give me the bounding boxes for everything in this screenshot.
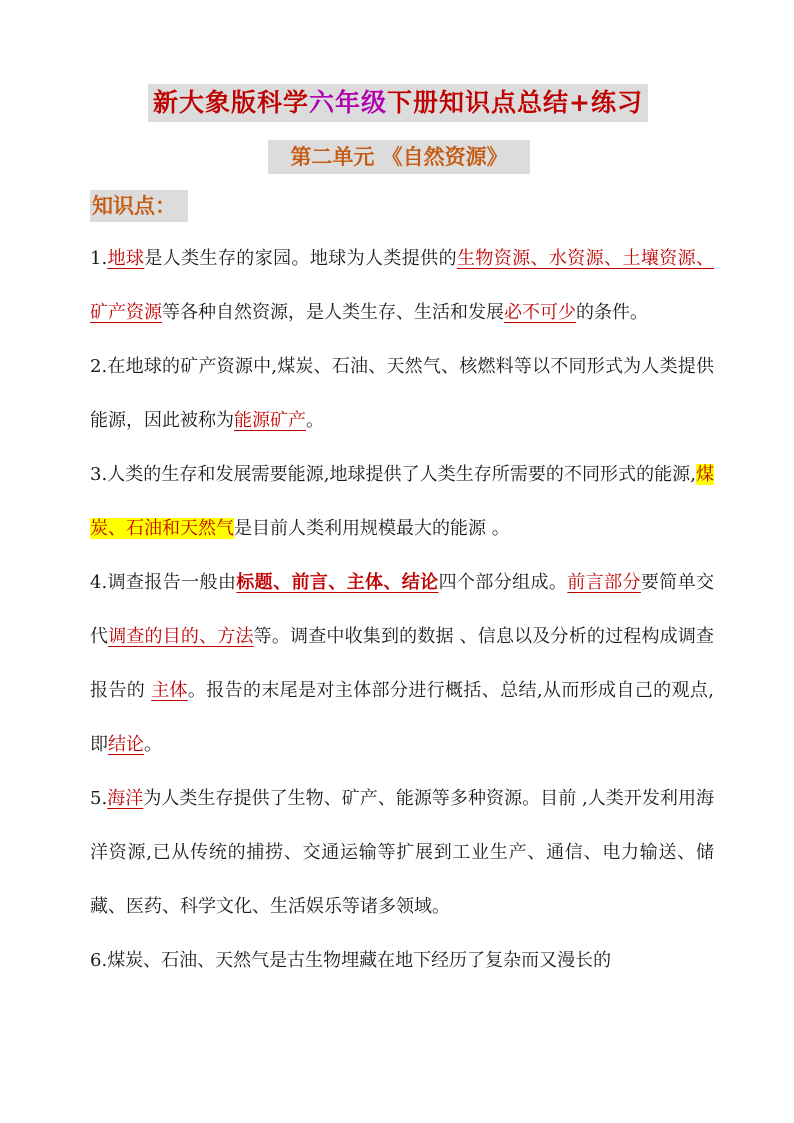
point-2: [90, 340, 714, 448]
point-text: 为人类生存提供了生物、矿产、能源等多种资源。目前 ,人类开发利用海洋资源,已从传统的捕捞、交通运输等扩展到工业生产、通信、电力输送、储藏、医药、科学文化、生活娱乐等诸多领域。: [90, 788, 714, 917]
unit-subtitle: 第二单元 《自然资源》: [268, 140, 530, 174]
highlighted-keyword: 煤炭、石油和天然气: [90, 464, 714, 539]
point-text: 煤炭、石油、天然气是古生物埋藏在地下经历了复杂而又漫长的: [107, 950, 612, 971]
knowledge-points: [90, 232, 714, 988]
keyword: 必不可少: [504, 302, 576, 323]
point-number: 2.: [90, 356, 108, 377]
point-text: 调查报告一般由: [107, 572, 237, 593]
keyword: 标题、前言、主体、结论: [236, 572, 439, 593]
point-4: [90, 556, 714, 772]
point-text: 。报告的末尾是对主体部分进行概括、总结,从而形成自己的观点,即: [90, 680, 714, 755]
page-title: [148, 84, 648, 122]
point-number: 3.: [90, 464, 108, 485]
keyword: 调查的目的、方法: [108, 626, 254, 647]
section-label: 知识点：: [90, 190, 188, 222]
point-number: 4.: [90, 572, 108, 593]
point-text: 人类的生存和发展需要能源,地球提供了人类生存所需要的不同形式的能源,: [107, 464, 696, 485]
point-text: 是人类生存的家园。地球为人类提供的: [144, 248, 457, 269]
title-part-3: 下册知识点总结+练习: [387, 88, 643, 117]
keyword: 主体: [151, 680, 188, 701]
keyword: 地球: [107, 248, 145, 269]
point-text: 等各种自然资源，是人类生存、生活和发展: [162, 302, 504, 323]
point-text: 的条件。: [576, 302, 648, 323]
point-text: 在地球的矿产资源中,煤炭、石油、天然气、核燃料等以不同形式为人类提供能源，因此被称为: [90, 356, 714, 431]
point-text: 四个部分组成。: [438, 572, 568, 593]
point-3: [90, 448, 714, 556]
point-6: [90, 934, 714, 988]
point-text: 。: [306, 410, 324, 431]
point-text: 是目前人类利用规模最大的能源 。: [234, 518, 510, 539]
keyword: 能源矿产: [234, 410, 306, 431]
point-text: 等。调查中收集到的数据 、信息以及分析的过程构成调查报告的: [90, 626, 714, 701]
point-1: [90, 232, 714, 340]
title-part-1: 新大象版科学: [153, 88, 310, 117]
point-number: 6.: [90, 950, 108, 971]
keyword: 生物资源、水资源、土壤资源、矿产资源: [90, 248, 715, 323]
point-number: 5.: [90, 788, 108, 809]
point-text: 要简单交代: [90, 572, 715, 647]
point-5: [90, 772, 714, 934]
point-text: 。: [144, 734, 162, 755]
keyword: 前言部分: [567, 572, 641, 593]
point-number: 1.: [90, 248, 108, 269]
title-grade: 六年级: [309, 88, 388, 117]
keyword: 结论: [108, 734, 144, 755]
keyword: 海洋: [107, 788, 144, 809]
